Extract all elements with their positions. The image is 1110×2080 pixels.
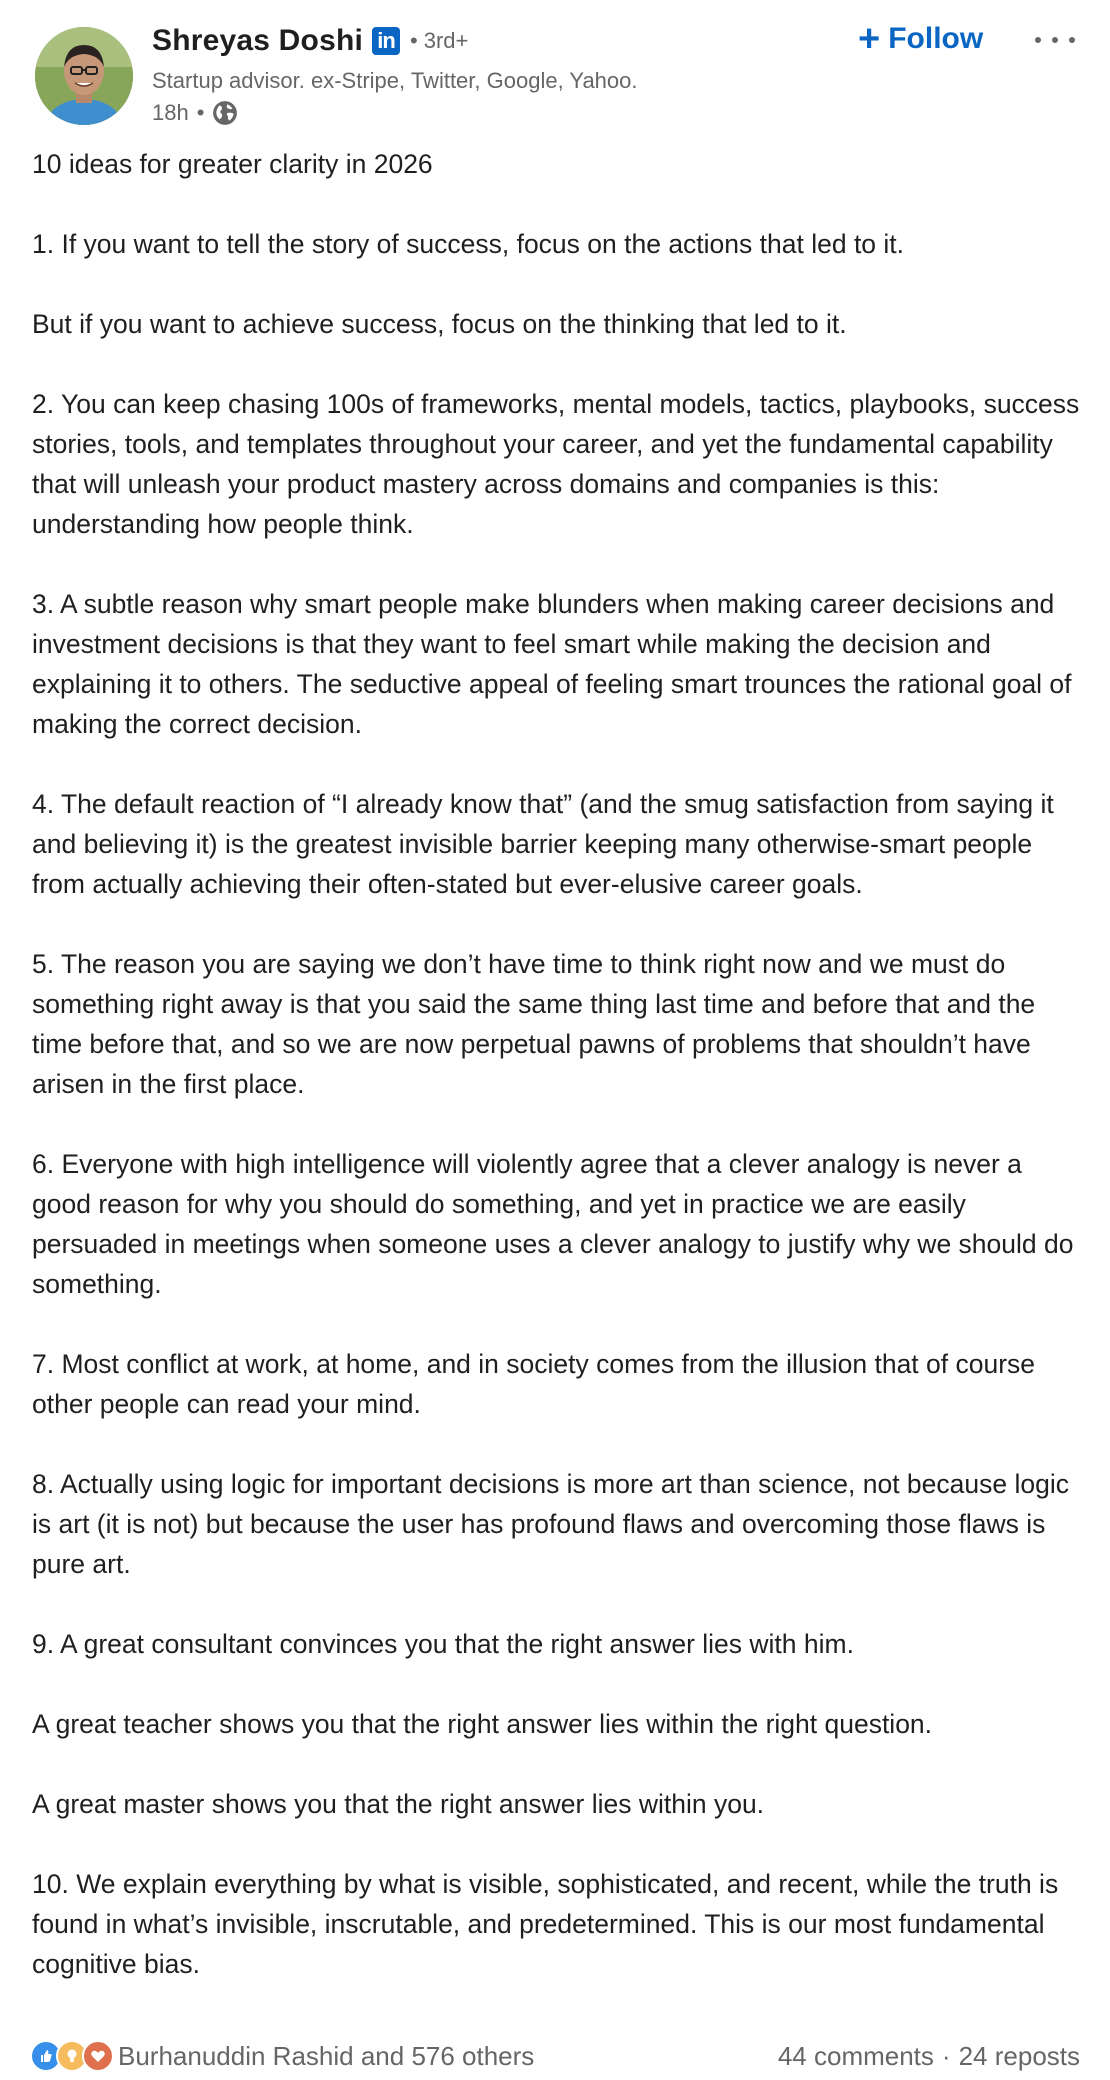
post-paragraph: A great teacher shows you that the right answer lies within the right question. <box>32 1709 933 1739</box>
connection-degree <box>410 28 468 54</box>
avatar-photo <box>35 27 133 125</box>
post-paragraph: 2. You can keep chasing 100s of frameworks, mental models, tactics, playbooks, success stories, tools, and templates throughout your career, and yet the fundamental capability that will unleash your product mastery across domains and companies is this: understanding how people think. <box>32 389 1080 539</box>
post-paragraph: 5. The reason you are saying we don’t have time to think right now and we must do something right away is that you said the same thing last time and before that and the time before that, and so we are now perpetual pawns of problems that shouldn’t have arisen in the first place. <box>32 949 1036 1099</box>
post-paragraph: 9. A great consultant convinces you that the right answer lies with him. <box>32 1629 854 1659</box>
post-meta <box>152 100 238 126</box>
love-icon <box>82 2040 114 2072</box>
reposts-count[interactable]: 24 reposts <box>958 2040 1080 2071</box>
more-dot <box>1035 37 1041 43</box>
author-name[interactable]: Shreyas Doshi <box>152 24 364 57</box>
post-paragraph: 6. Everyone with high intelligence will violently agree that a clever analogy is never a good reason for why you should do something, and yet in practice we are easily persuaded in meetings when someone uses a clever analogy to justify why we should do something. <box>32 1149 1074 1299</box>
follow-button[interactable] <box>858 17 983 61</box>
engagement-counts <box>778 2041 1080 2072</box>
post-paragraph: 10. We explain everything by what is visible, sophisticated, and recent, while the truth is found in what’s invisible, inscrutable, and predetermined. This is our most fundamental cognitive bias. <box>32 1869 1059 1979</box>
reaction-icons <box>30 2040 108 2072</box>
globe-icon <box>212 100 238 126</box>
post-paragraph: But if you want to achieve success, focus on the thinking that led to it. <box>32 309 847 339</box>
post-paragraph: 1. If you want to tell the story of success, focus on the actions that led to it. <box>32 229 905 259</box>
reactions-text: Burhanuddin Rashid and 576 others <box>118 2040 535 2071</box>
post-paragraph: 3. A subtle reason why smart people make blunders when making career decisions and investment decisions is that they want to feel smart while making the decision and explaining it to others. The seductive appeal of feeling smart trounces the rational goal of making the correct decision. <box>32 589 1072 739</box>
author-headline: Startup advisor. ex-Stripe, Twitter, Google, Yahoo. <box>152 68 638 93</box>
author-name-row <box>152 24 468 58</box>
degree-separator: • <box>410 28 418 53</box>
plus-icon: + <box>858 18 881 60</box>
post-paragraph: 7. Most conflict at work, at home, and in society comes from the illusion that of course other people can read your mind. <box>32 1349 1036 1419</box>
post-paragraph: 8. Actually using logic for important decisions is more art than science, not because logic is art (it is not) but because the user has profound flaws and overcoming those flaws is pure art. <box>32 1469 1069 1579</box>
more-dot <box>1069 37 1075 43</box>
social-counts-bar <box>30 2037 1080 2075</box>
post-paragraph: A great master shows you that the right answer lies within you. <box>32 1789 765 1819</box>
post-body <box>32 144 1080 1984</box>
linkedin-premium-icon: in <box>372 27 400 55</box>
post-paragraph: 10 ideas for greater clarity in 2026 <box>32 149 433 179</box>
follow-label: Follow <box>888 22 984 55</box>
degree-label: 3rd+ <box>423 28 469 53</box>
author-avatar[interactable] <box>35 27 133 125</box>
comments-count[interactable]: 44 comments <box>777 2040 934 2071</box>
counts-separator: · <box>941 2040 951 2071</box>
reactions-summary[interactable] <box>30 2040 534 2072</box>
meta-separator: • <box>196 100 205 125</box>
post-paragraph: 4. The default reaction of “I already know that” (and the smug satisfaction from saying it and believing it) is the greatest invisible barrier keeping many otherwise-smart people from actually achieving their often-stated but ever-elusive career goals. <box>32 789 1054 899</box>
post-time[interactable]: 18h <box>152 100 189 125</box>
more-dot <box>1052 37 1058 43</box>
more-options-button[interactable] <box>1035 22 1075 58</box>
